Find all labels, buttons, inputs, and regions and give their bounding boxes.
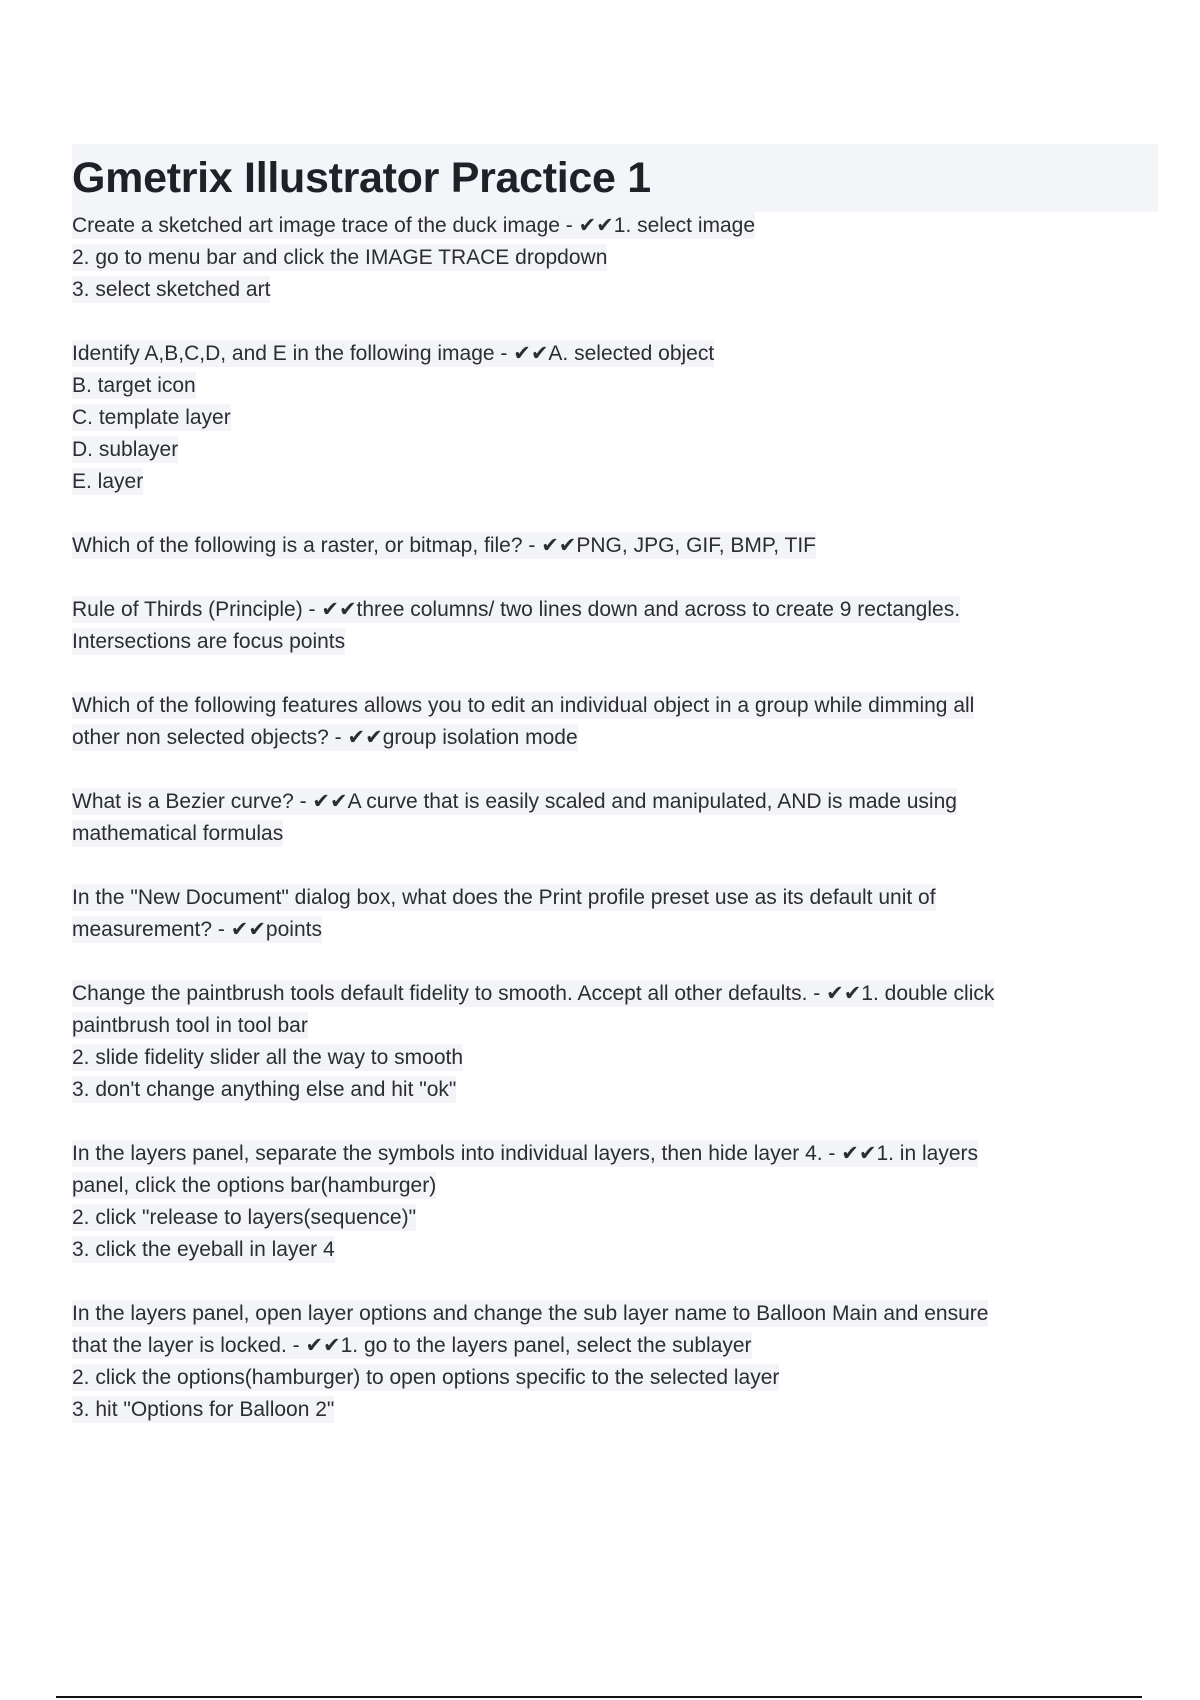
qa-line-text: 2. go to menu bar and click the IMAGE TRACE dropdown [72,246,608,269]
qa-line-text: Which of the following features allows you to edit an individual object in a group while dimming all [72,694,975,717]
qa-line-text: paintbrush tool in tool bar [72,1014,308,1037]
qa-line-text: 3. click the eyeball in layer 4 [72,1238,335,1261]
qa-line [72,1394,1162,1426]
qa-line-text: other non selected objects? - ✔✔group isolation mode [72,726,578,749]
qa-line [72,1234,1162,1266]
qa-line [72,274,1162,306]
qa-line-text: panel, click the options bar(hamburger) [72,1174,437,1197]
qa-line [72,370,1162,402]
footer-divider [56,1696,1142,1698]
qa-line [72,1362,1162,1394]
qa-line [72,1170,1162,1202]
qa-line [72,530,1162,562]
qa-line-text: Which of the following is a raster, or bitmap, file? - ✔✔PNG, JPG, GIF, BMP, TIF [72,534,816,557]
qa-item [72,594,1162,658]
qa-line-text: measurement? - ✔✔points [72,918,322,941]
qa-item [72,882,1162,946]
qa-line-text: B. target icon [72,374,196,397]
qa-line-text: 3. hit "Options for Balloon 2" [72,1398,335,1421]
qa-line [72,210,1162,242]
qa-line [72,1074,1162,1106]
qa-item [72,210,1162,306]
qa-line-text: In the layers panel, separate the symbols into individual layers, then hide layer 4. - ✔✔1. in layers [72,1142,978,1165]
qa-line [72,914,1162,946]
qa-line [72,626,1162,658]
qa-line [72,882,1162,914]
qa-line [72,338,1162,370]
qa-item [72,786,1162,850]
qa-line [72,1138,1162,1170]
qa-line-text: In the "New Document" dialog box, what does the Print profile preset use as its default unit of [72,886,936,909]
qa-line-text: Change the paintbrush tools default fidelity to smooth. Accept all other defaults. - ✔✔1. double click [72,982,995,1005]
qa-line [72,594,1162,626]
qa-line [72,402,1162,434]
qa-item [72,1138,1162,1266]
qa-item [72,690,1162,754]
qa-line [72,786,1162,818]
qa-line-text: 2. click "release to layers(sequence)" [72,1206,417,1229]
qa-line [72,1202,1162,1234]
qa-item [72,978,1162,1106]
qa-line-text: D. sublayer [72,438,179,461]
qa-line-text: that the layer is locked. - ✔✔1. go to the layers panel, select the sublayer [72,1334,752,1357]
qa-item [72,1298,1162,1426]
qa-line [72,466,1162,498]
qa-line [72,1010,1162,1042]
qa-line [72,818,1162,850]
qa-line-text: C. template layer [72,406,231,429]
qa-list [72,210,1162,1458]
qa-line [72,690,1162,722]
qa-line-text: mathematical formulas [72,822,284,845]
page-title: Gmetrix Illustrator Practice 1 [72,154,651,202]
qa-line [72,1330,1162,1362]
qa-line-text: Create a sketched art image trace of the duck image - ✔✔1. select image [72,214,756,237]
qa-line-text: In the layers panel, open layer options and change the sub layer name to Balloon Main and ensure [72,1302,989,1325]
qa-line-text: 3. select sketched art [72,278,271,301]
qa-line-text: 2. slide fidelity slider all the way to smooth [72,1046,464,1069]
qa-line-text: 2. click the options(hamburger) to open options specific to the selected layer [72,1366,780,1389]
qa-line [72,1042,1162,1074]
qa-line-text: What is a Bezier curve? - ✔✔A curve that is easily scaled and manipulated, AND is made using [72,790,957,813]
qa-line-text: E. layer [72,470,144,493]
qa-line [72,722,1162,754]
qa-line [72,242,1162,274]
qa-line [72,434,1162,466]
qa-line-text: 3. don't change anything else and hit "ok" [72,1078,457,1101]
title-banner [72,144,1158,212]
qa-line-text: Rule of Thirds (Principle) - ✔✔three columns/ two lines down and across to create 9 rectangles. [72,598,961,621]
qa-item [72,530,1162,562]
qa-line [72,1298,1162,1330]
qa-item [72,338,1162,498]
qa-line [72,978,1162,1010]
qa-line-text: Intersections are focus points [72,630,346,653]
qa-line-text: Identify A,B,C,D, and E in the following image - ✔✔A. selected object [72,342,715,365]
